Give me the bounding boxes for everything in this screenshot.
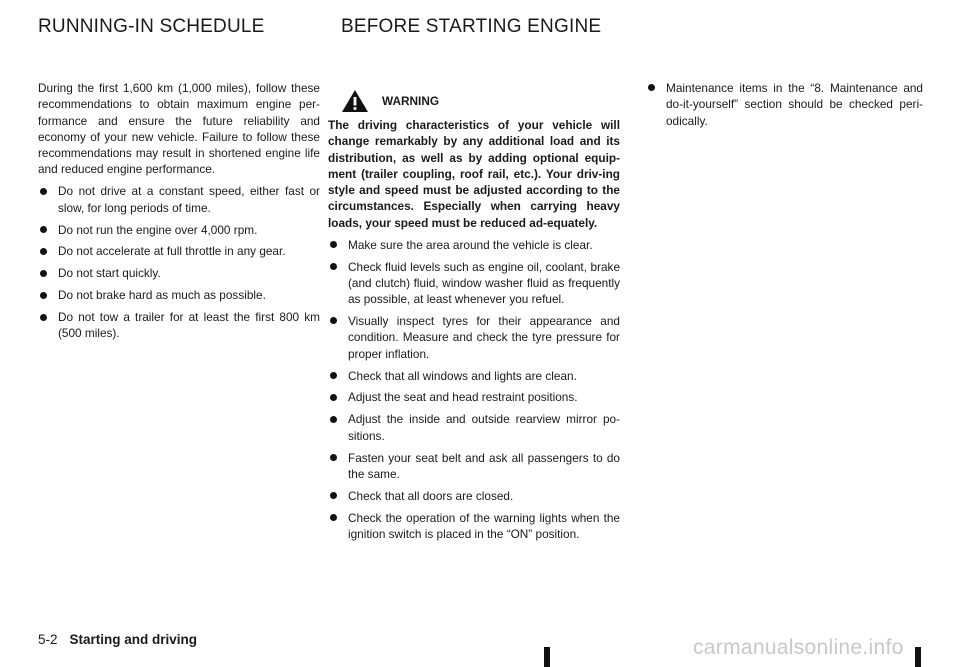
page-footer [38, 632, 197, 647]
warning-label: WARNING [382, 93, 440, 108]
running-in-list [38, 183, 320, 341]
list-item [38, 265, 320, 281]
bullet-icon [40, 188, 47, 195]
list-item [38, 287, 320, 303]
bullet-icon [40, 292, 47, 299]
running-in-column [38, 80, 320, 342]
list-item [38, 243, 320, 259]
bullet-icon [330, 514, 337, 521]
list-item [328, 510, 620, 543]
list-item-text: Check the operation of the warning lights when the ignition switch is placed in the “ON” position. [348, 510, 620, 541]
section-title-before-starting: BEFORE STARTING ENGINE [341, 16, 602, 37]
running-in-intro: During the first 1,600 km (1,000 miles), follow these recommendations to obtain maximum engine per-formance and ensure the future reliability and economy of your new vehicle. Failure to follow these recommendations may result in shortened engine life and reduced engine performance. [38, 81, 320, 177]
bullet-icon [330, 241, 337, 248]
crop-mark [544, 647, 550, 667]
list-item [646, 80, 923, 129]
list-item-text: Check fluid levels such as engine oil, coolant, brake (and clutch) fluid, window washer fluid as frequently as possible, at least whenever you refuel. [348, 259, 620, 307]
bullet-icon [330, 394, 337, 401]
page-number: 5-2 [38, 632, 58, 647]
list-item-text: Visually inspect tyres for their appearance and condition. Measure and check the tyre pressure for proper inflation. [348, 314, 620, 361]
bullet-icon [330, 263, 337, 270]
bullet-icon [40, 248, 47, 255]
watermark-text: carmanualsonline.info [693, 636, 904, 659]
list-item-text: Do not start quickly. [58, 266, 161, 281]
list-item [38, 309, 320, 342]
bullet-icon [648, 84, 655, 91]
list-item-text: Adjust the inside and outside rearview mirror po-sitions. [348, 412, 620, 443]
list-item-text: Do not run the engine over 4,000 rpm. [58, 222, 258, 237]
list-item-text: Do not drive at a constant speed, either fast or slow, for long periods of time. [58, 184, 320, 215]
section-title-running-in: RUNNING-IN SCHEDULE [38, 16, 265, 37]
list-item-text: Fasten your seat belt and ask all passengers to do the same. [348, 450, 620, 481]
list-item-text: Do not tow a trailer for at least the first 800 km (500 miles). [58, 310, 320, 341]
bullet-icon [330, 416, 337, 423]
footer-section-name: Starting and driving [69, 632, 198, 647]
list-item [328, 237, 620, 253]
list-item [38, 222, 320, 238]
list-item [328, 411, 620, 444]
bullet-icon [330, 372, 337, 379]
warning-triangle-icon [341, 89, 369, 113]
bullet-icon [40, 226, 47, 233]
crop-mark [915, 647, 921, 667]
list-item-text: Maintenance items in the “8. Maintenance and do-it-yourself” section should be checked peri-odically. [666, 81, 923, 128]
list-item [328, 313, 620, 362]
list-item-text: Check that all windows and lights are clean. [348, 368, 577, 383]
list-item [328, 368, 620, 384]
list-item-text: Adjust the seat and head restraint positions. [348, 390, 578, 405]
list-item-text: Do not brake hard as much as possible. [58, 288, 266, 303]
bullet-icon [40, 270, 47, 277]
list-item [328, 389, 620, 405]
list-item [328, 488, 620, 504]
bullet-icon [40, 314, 47, 321]
list-item-text: Do not accelerate at full throttle in any gear. [58, 244, 286, 259]
list-item-text: Check that all doors are closed. [348, 488, 514, 503]
warning-header [328, 88, 620, 114]
list-item [38, 183, 320, 216]
list-item [328, 259, 620, 308]
before-starting-column [328, 88, 620, 542]
before-starting-list [328, 237, 620, 543]
list-item [328, 450, 620, 483]
bullet-icon [330, 492, 337, 499]
before-starting-continued-list [646, 80, 923, 129]
before-starting-continued-column [646, 80, 923, 129]
bullet-icon [330, 454, 337, 461]
bullet-icon [330, 317, 337, 324]
list-item-text: Make sure the area around the vehicle is clear. [348, 237, 593, 252]
warning-text: The driving characteristics of your vehicle will change remarkably by any additional load and its distribution, as well as by adding optional equip-ment (trailer coupling, roof rail, etc.). Your driv-ing style and speed must be adjusted according to the circumstances. Especially when carrying heavy loads, your speed must be reduced ad-equately. [328, 118, 620, 230]
